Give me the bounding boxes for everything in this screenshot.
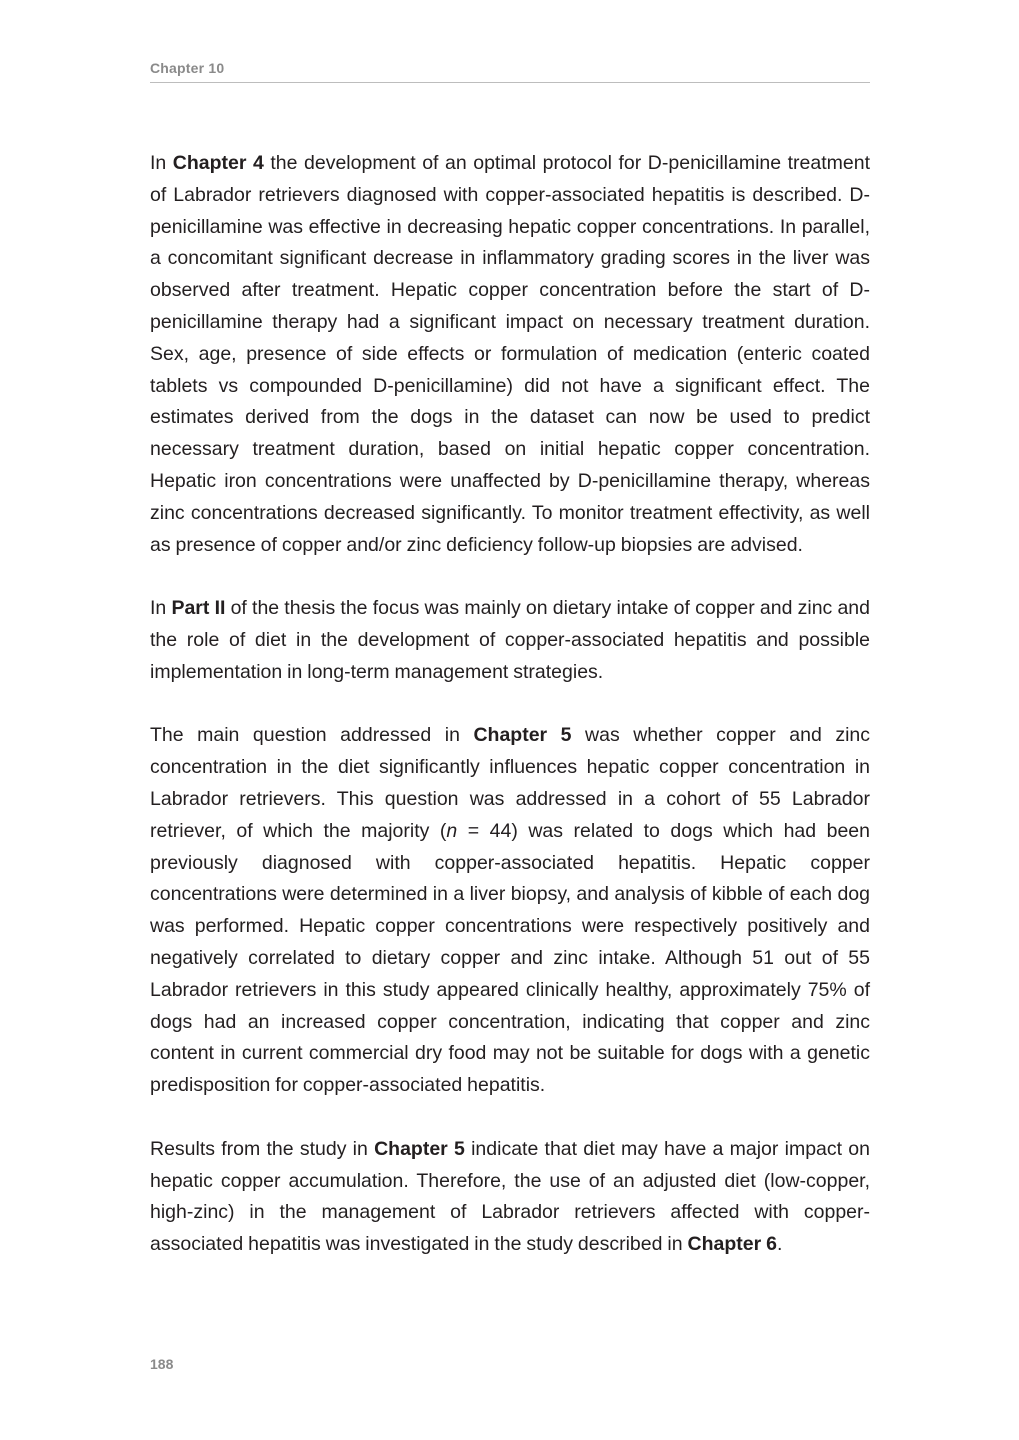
text-run: the development of an optimal protocol for D-penicillamine treatment of Labrador retrievers diagnosed with copper-associated hepatitis is described. D-penicillamine was effective in decreasing hepatic copper concentrations. In parallel, a concomitant significant decrease in inflammatory grading scores in the liver was observed after treatment. Hepatic copper concentration before the start of D-penicillamine therapy had a significant impact on necessary treatment duration. Sex, age, presence of side effects or formulation of medication (enteric coated tablets vs compounded D-penicillamine) did not have a significant effect. The estimates derived from the dogs in the dataset can now be used to predict necessary treatment duration, based on initial hepatic copper concentration. Hepatic iron concentrations were unaffected by D-penicillamine therapy, whereas zinc concentrations decreased significantly. To monitor treatment effectivity, as well as presence of copper and/or zinc deficiency follow-up biopsies are advised. (150, 152, 870, 556)
chapter-6-reference: Chapter 6 (687, 1233, 777, 1256)
running-header: Chapter 10 (150, 60, 870, 83)
paragraph-chapter-5-results (150, 1134, 870, 1261)
text-run: of the thesis the focus was mainly on dietary intake of copper and zinc and the role of diet in the development of copper-associated hepatitis and possible implementation in long-term management strategies. (150, 597, 870, 683)
text-run: was whether copper and zinc concentration in the diet significantly influences hepatic copper concentration in Labrador retrievers. This question was addressed in a cohort of 55 Labrador retriever, of which the majority ( (150, 724, 870, 842)
part-2-reference: Part II (171, 597, 226, 620)
text-run: . (776, 1233, 783, 1256)
chapter-4-reference: Chapter 4 (172, 152, 264, 174)
chapter-5-reference: Chapter 5 (374, 1137, 465, 1160)
body-text (150, 148, 870, 1293)
chapter-5-reference: Chapter 5 (473, 724, 572, 747)
text-run: The main question addressed in (150, 724, 474, 747)
text-run: = 44) was related to dogs which had been previously diagnosed with copper-associated hepatitis. Hepatic copper concentrations were determined in a liver biopsy, and analysis of kibble of each dog was performed. Hepatic copper concentrations were respectively positively and negatively correlated to dietary copper and zinc intake. Although 51 out of 55 Labrador retrievers in this study appeared clinically healthy, approximately 75% of dogs had an increased copper concentration, indicating that copper and zinc content in current commercial dry food may not be suitable for dogs with a genetic predisposition for copper-associated hepatitis. (150, 819, 870, 1097)
paragraph-chapter-5 (150, 720, 870, 1102)
sample-size-symbol: n (446, 819, 458, 842)
text-run: indicate that diet may have a major impact on hepatic copper accumulation. Therefore, the use of an adjusted diet (low-copper, high-zinc) in the management of Labrador retrievers affected with copper-associated hepatitis was investigated in the study described in (150, 1137, 870, 1256)
paragraph-chapter-4 (150, 148, 870, 561)
text-run: Results from the study in (150, 1137, 375, 1160)
text-run: In (150, 152, 173, 174)
page-number: 188 (150, 1356, 174, 1372)
paragraph-part-2 (150, 593, 870, 688)
text-run: In (150, 597, 172, 620)
